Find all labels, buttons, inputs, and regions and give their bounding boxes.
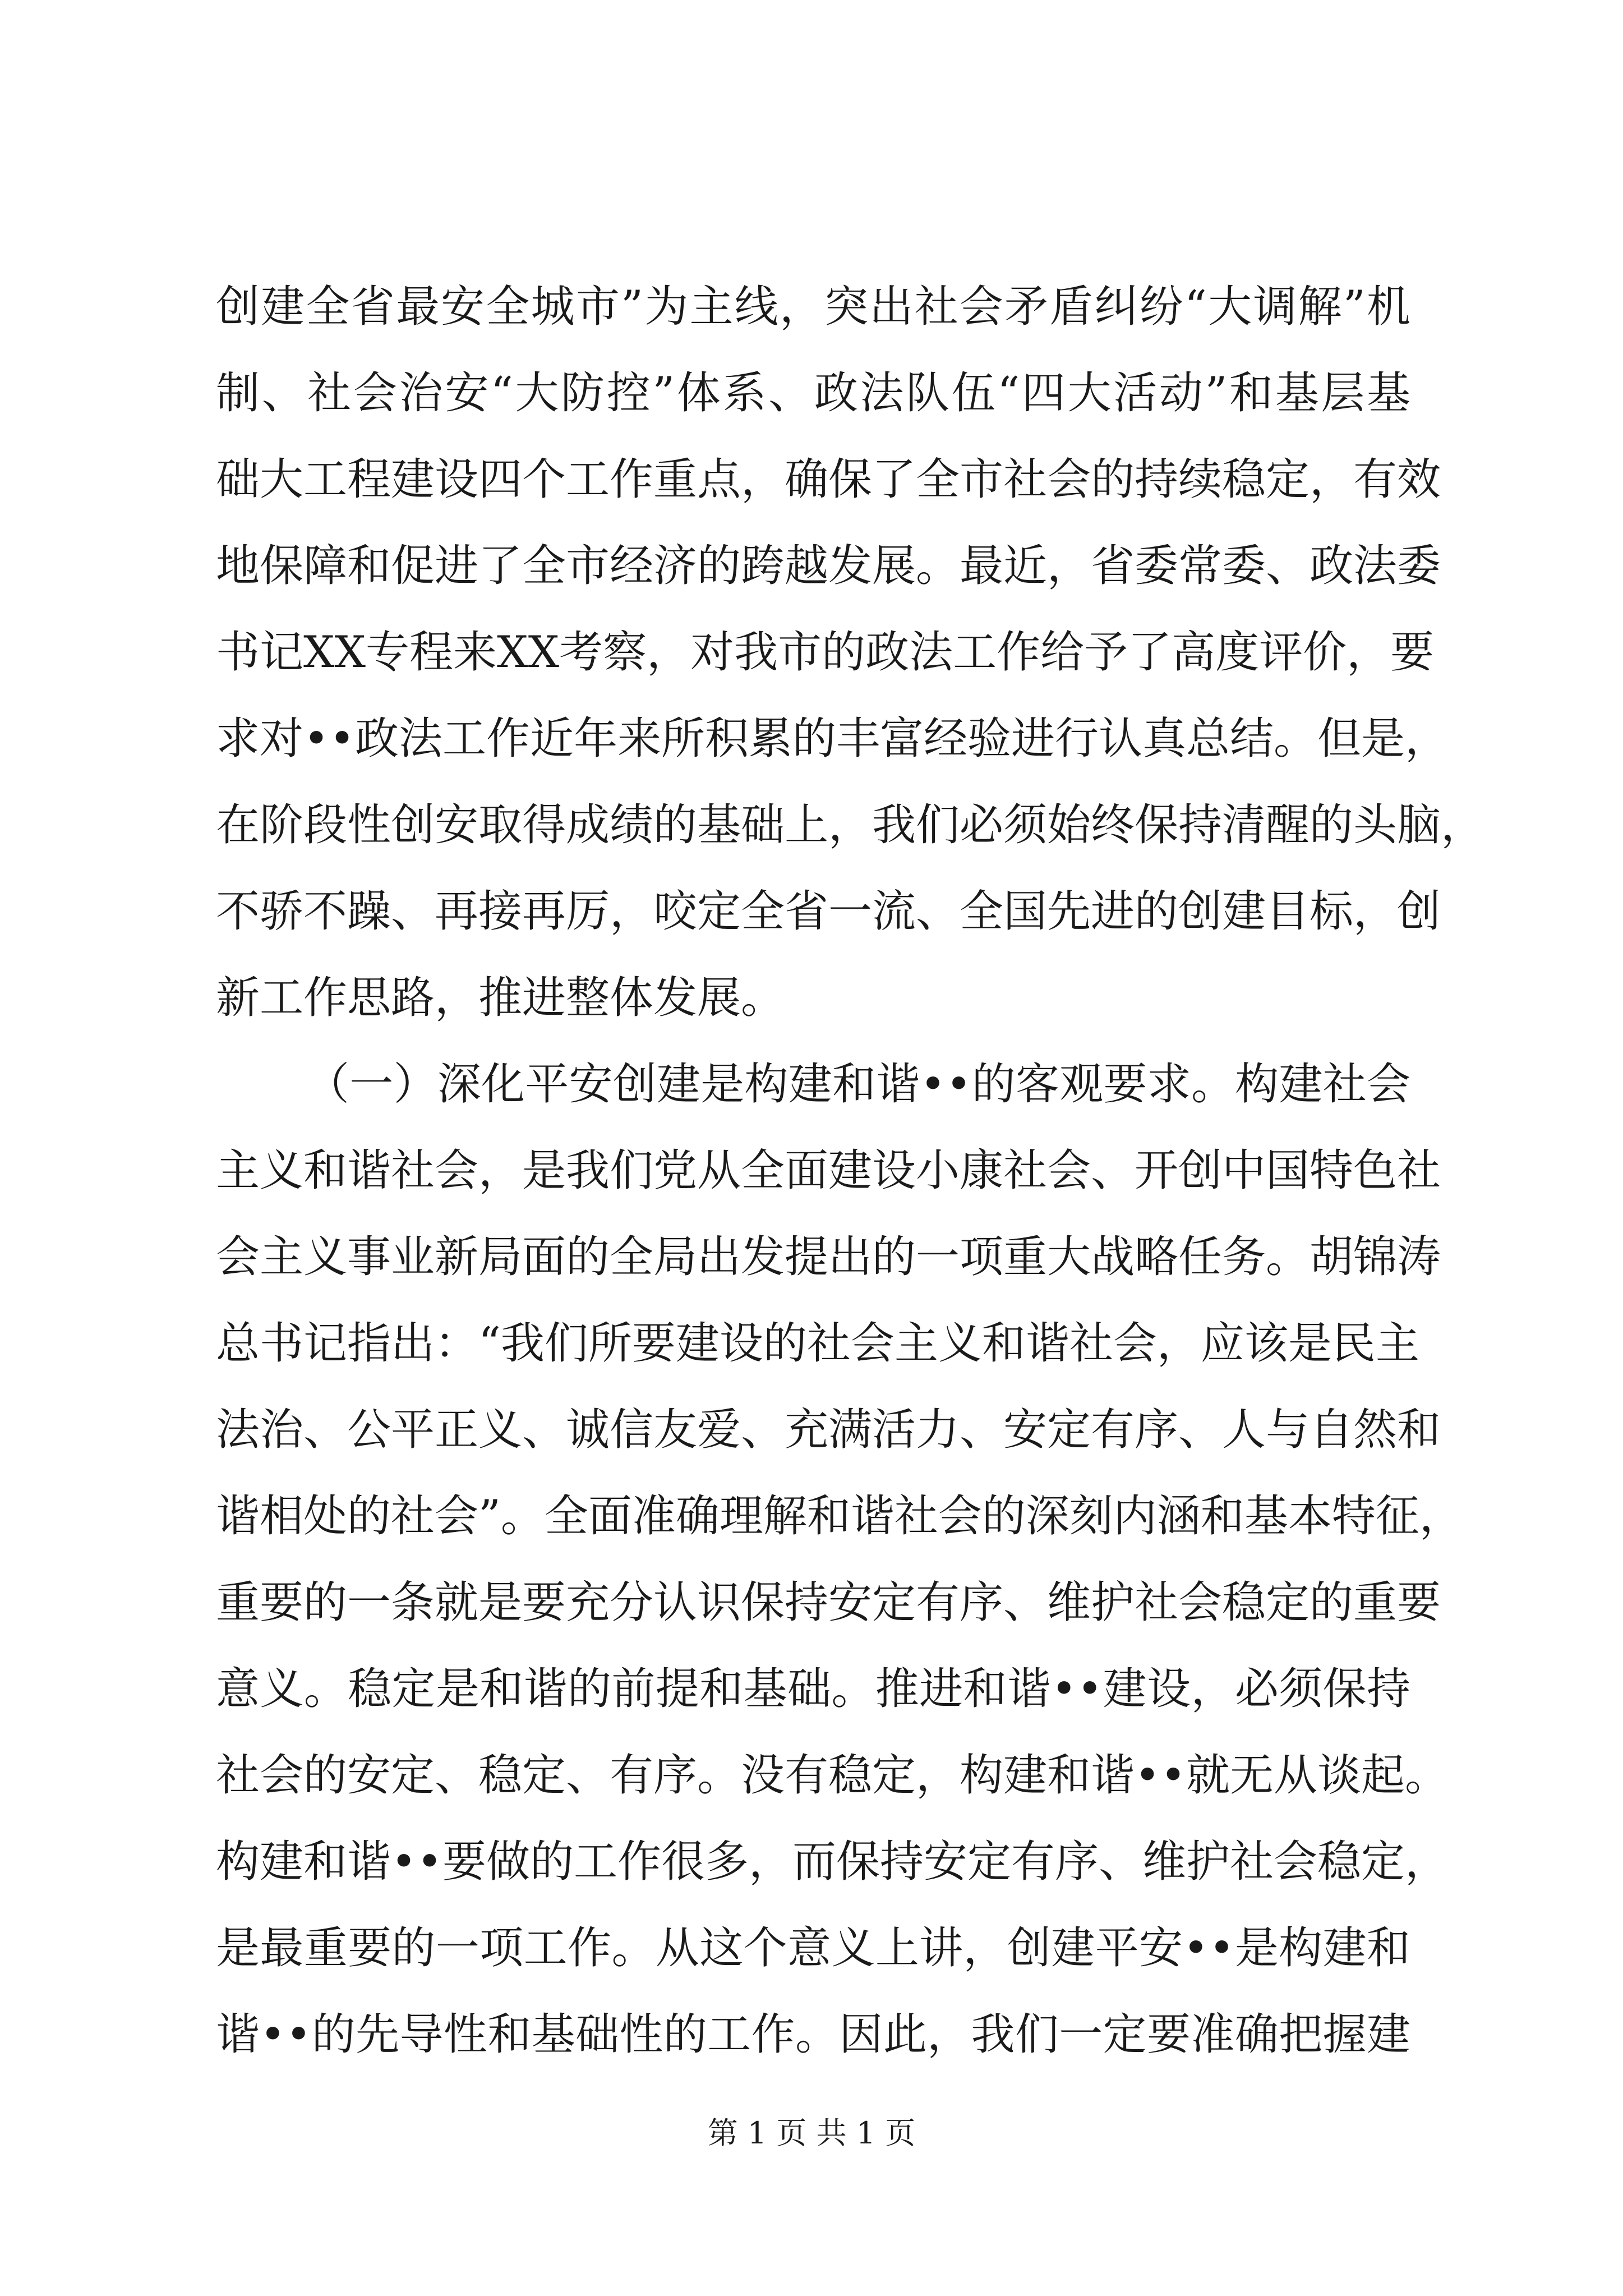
text-line: 重要的一条就是要充分认识保持安定有序、维护社会稳定的重要 <box>216 1577 1441 1628</box>
text-line: 制、社会治安“大防控”体系、政法队伍“四大活动”和基层基 <box>216 368 1410 418</box>
body-text <box>216 264 1485 2078</box>
text-line: 谐相处的社会”。全面准确理解和谐社会的深刻内涵和基本特征， <box>216 1491 1463 1542</box>
text-line: 总书记指出：“我们所要建设的社会主义和谐社会，应该是民主 <box>216 1318 1419 1369</box>
text-line: 地保障和促进了全市经济的跨越发展。最近，省委常委、政法委 <box>216 541 1441 591</box>
text-line: 是最重要的一项工作。从这个意义上讲，创建平安••是构建和 <box>216 1923 1410 1973</box>
page-footer: 第 1 页 共 1 页 <box>707 2115 916 2151</box>
text-line: 不骄不躁、再接再厉，咬定全省一流、全国先进的创建目标，创 <box>216 886 1441 937</box>
text-line: 构建和谐••要做的工作很多，而保持安定有序、维护社会稳定， <box>216 1837 1449 1887</box>
text-line: 法治、公平正义、诚信友爱、充满活力、安定有序、人与自然和 <box>216 1405 1441 1455</box>
text-line: 书记XX专程来XX考察，对我市的政法工作给予了高度评价，要 <box>216 627 1435 678</box>
text-line: 创建全省最安全城市”为主线，突出社会矛盾纠纷“大调解”机 <box>216 282 1410 332</box>
text-line: 主义和谐社会，是我们党从全面建设小康社会、开创中国特色社 <box>216 1145 1441 1196</box>
text-line: 谐••的先导性和基础性的工作。因此，我们一定要准确把握建 <box>216 2009 1410 2060</box>
text-line: 会主义事业新局面的全局出发提出的一项重大战略任务。胡锦涛 <box>216 1232 1441 1282</box>
text-line: 社会的安定、稳定、有序。没有稳定，构建和谐••就无从谈起。 <box>216 1750 1449 1801</box>
text-line: 新工作思路，推进整体发展。 <box>216 973 785 1023</box>
text-line: 在阶段性创安取得成绩的基础上，我们必须始终保持清醒的头脑， <box>216 800 1485 850</box>
text-line: 求对••政法工作近年来所积累的丰富经验进行认真总结。但是， <box>216 714 1449 764</box>
text-line: 础大工程建设四个工作重点，确保了全市社会的持续稳定，有效 <box>216 454 1441 505</box>
text-line: 意义。稳定是和谐的前提和基础。推进和谐••建设，必须保持 <box>216 1664 1410 1714</box>
paragraph-first-line: （一）深化平安创建是构建和谐••的客观要求。构建社会 <box>306 1059 1410 1110</box>
